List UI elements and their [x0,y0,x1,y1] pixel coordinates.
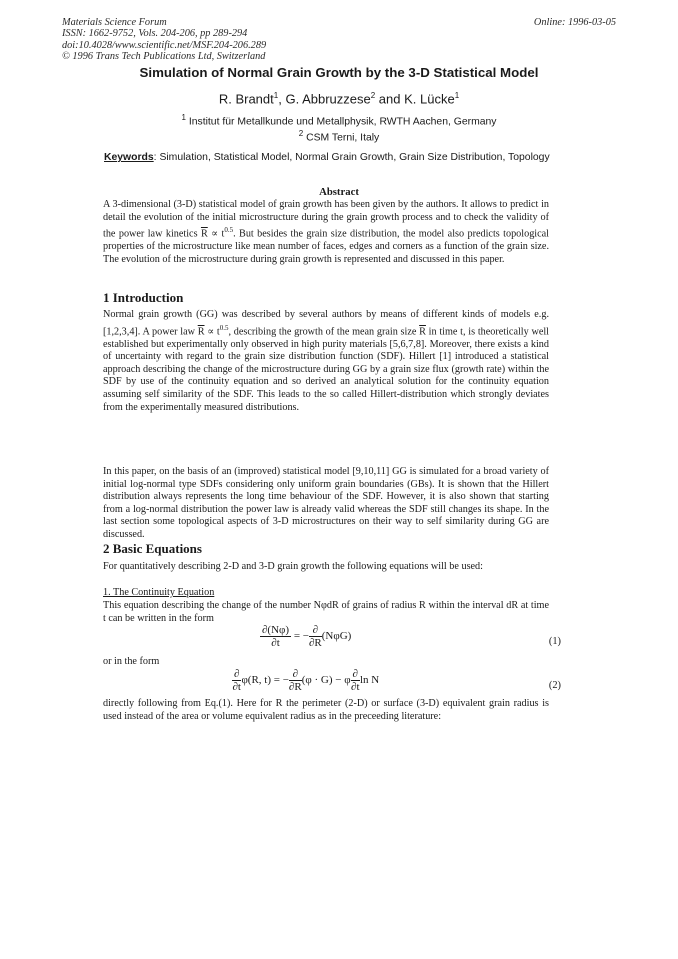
proportional-relation: ∝ t [204,325,220,337]
exponent: 0.5 [219,323,229,332]
abstract-heading: Abstract [319,186,359,198]
equation-number-1: (1) [548,636,561,647]
intro-text: in time t, is theoretically well established but experimentally only observed in high purity materials [5,6,7,8]. Moreover, there exists a kind of uncertainty with regard to the grain size distribution function (SDF). Hillert [1] introduced a statistical approach describing the change of the microstructure during GG by a grain size flux (growth rate) within the SDF by use of the continuity equation and so derived an analytical solution for the continuity equation assuming self similarity of the SDF. This leads to the so called Hillert-distribution which strongly deviates from the experimentally measured distributions. [103,325,550,413]
basic-text: of grains of radius R within the interval dR at time t can be written in the form [103,600,549,624]
fraction [351,668,360,693]
author-name: K. Lücke [404,91,455,107]
math-symbol: NφdR [313,600,339,611]
basic-text: This equation describing the change of the number [103,600,314,611]
exponent: 0.5 [224,226,234,235]
abstract-text: . But besides the grain size distribution, the model also predicts topological properties of the microstructure like mean number of faces, edges and corners as a function of the grain size. The evolution of the microstructure during grain growth is represented and discussed in this paper. [103,228,549,265]
affiliation-mark: 1 [454,91,460,100]
issn-line: ISSN: 1662-9752, Vols. 204-206, pp 289-294 [62,28,248,40]
fraction-denominator: ∂t [271,637,280,649]
basic-paragraph-2 [103,600,549,625]
affiliation-mark: 1 [181,113,186,122]
journal-name: Materials Science Forum [62,17,167,28]
intro-text: Normal grain growth (GG) was described by several authors by means of different kinds of models e.g. [1,2,3,4]. A power law [103,309,549,337]
abstract-text: A 3-dimensional (3-D) statistical model of grain growth has been given by the authors. It allows to predict in detail the evolution of the initial microstructure during the grain growth process and to check the validity of the power law kinetics [103,199,549,240]
fraction-denominator: ∂R [288,681,302,693]
intro-text: , describing the growth of the mean grain size [228,325,420,337]
affiliation-1 [0,113,678,127]
equation-2 [232,668,379,693]
equation-term: (NφG) [321,630,352,643]
or-in-the-form-text: or in the form [103,656,160,667]
section-heading-introduction: 1 Introduction [103,290,184,305]
mean-radius-symbol: $\overline{R}$ [200,228,208,240]
affiliation-text: CSM Terni, Italy [306,132,380,144]
author-name: R. Brandt [218,91,274,107]
author-list [0,91,678,106]
keywords-label: Keywords [104,152,154,163]
fraction-denominator: ∂R [308,637,322,649]
equation-term: (φ · G) − φ [301,674,351,687]
copyright-line: © 1996 Trans Tech Publications Ltd, Switzerland [62,50,266,62]
fraction-numerator: ∂ [289,668,302,681]
intro-paragraph-1 [103,309,549,414]
affiliation-text: Institut für Metallkunde und Metallphysik, RWTH Aachen, Germany [188,116,497,128]
author-separator: , [278,91,286,107]
fraction-numerator: ∂ [352,668,358,680]
abstract-paragraph [103,199,549,266]
author-separator: and [375,91,405,107]
affiliation-mark: 1 [273,91,279,100]
page-header [62,17,616,62]
fraction-numerator: ∂ [234,668,240,680]
online-date: Online: 1996-03-05 [533,17,616,28]
affiliation-mark: 2 [298,129,304,138]
doi-line[interactable]: doi:10.4028/www.scientific.net/MSF.204-206.289 [62,39,267,51]
intro-paragraph-2: In this paper, on the basis of an (improved) statistical model [9,10,11] GG is simulated for a broad variety of initial log-normal type SDFs considering only uniform grain boundaries (GBs). It is shown that the Hillert distribution always represents the long time behaviour of the SDF. However, it is also shown that starting from a log-normal distribution the power law is already valid whereas the SDF still changes its shape. In the last section some topological aspects of 3-D microstructures on their way to self similarity during GG are discussed. [103,466,549,540]
fraction [309,624,322,649]
subsection-heading-continuity: 1. The Continuity Equation [103,587,215,598]
fraction-denominator: ∂t [351,681,360,693]
fraction [289,668,302,693]
fraction-denominator: ∂t [232,681,241,693]
proportional-relation: ∝ t [207,228,225,240]
equation-1 [260,624,351,649]
section-heading-basic-equations: 2 Basic Equations [103,541,202,556]
affiliation-2 [0,129,678,143]
fraction-numerator: ∂(Nφ) [262,624,290,636]
mean-radius-symbol: $\overline{R}$ [419,325,426,337]
keywords-line [104,152,584,163]
paper-title: Simulation of Normal Grain Growth by the 3-D Statistical Model [139,65,539,80]
author-name: G. Abbruzzese [285,91,371,107]
equation-term: ln N [359,674,380,687]
basic-paragraph-1: For quantitatively describing 2-D and 3-D grain growth the following equations will be used: [103,561,483,572]
equation-operator: = − [291,630,309,643]
mean-radius-symbol: $\overline{R}$ [197,325,205,337]
basic-paragraph-3: directly following from Eq.(1). Here for R the perimeter (2-D) or surface (3-D) equivalent grain radius is used instead of the area or volume equivalent radius as in the preceeding literature: [103,698,549,722]
equation-term: φ(R, t) = − [241,674,289,687]
keywords-text: : Simulation, Statistical Model, Normal Grain Growth, Grain Size Distribution, Topology [153,152,550,163]
affiliation-mark: 2 [370,91,376,100]
fraction [260,624,291,649]
fraction-numerator: ∂ [309,624,322,637]
equation-number-2: (2) [548,680,561,691]
